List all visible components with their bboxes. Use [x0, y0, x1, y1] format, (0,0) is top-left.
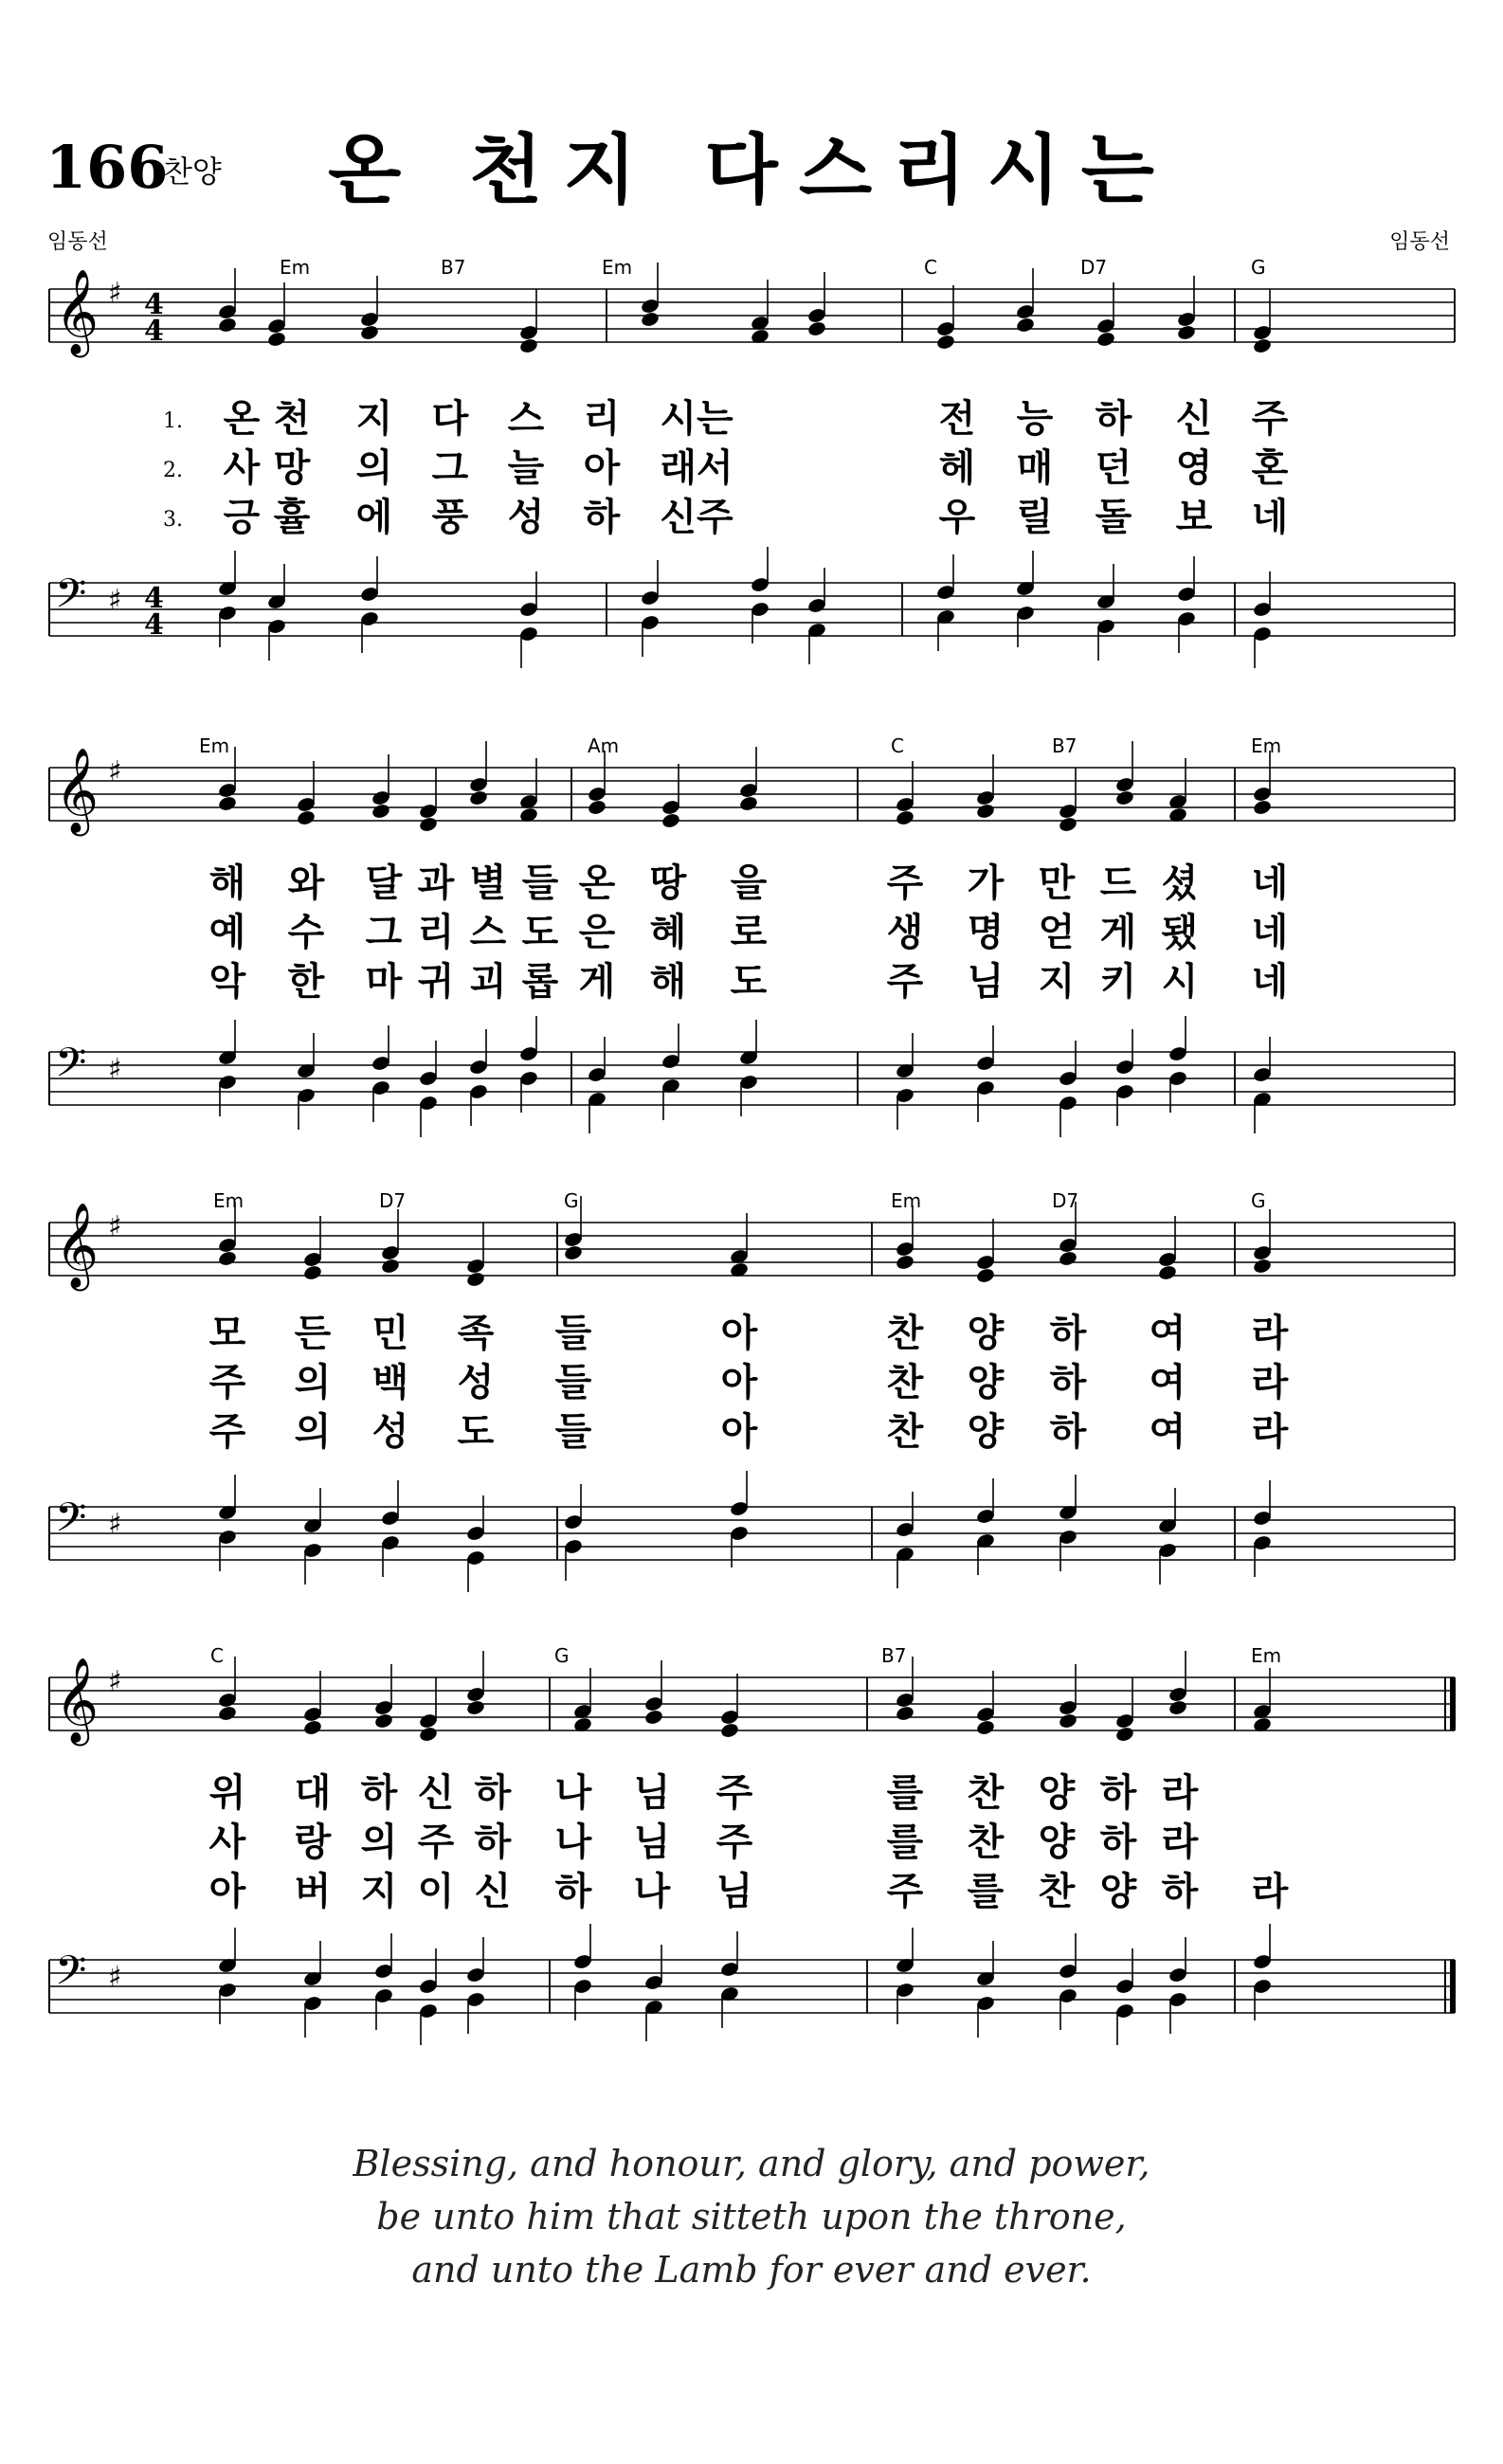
key-signature-sharp-icon: ♯	[108, 1210, 122, 1243]
lyric-syllable: 여	[1149, 1410, 1186, 1454]
lyric-syllable: 아	[583, 446, 621, 490]
lyric-syllable: 달	[365, 861, 403, 905]
note-head	[661, 812, 680, 829]
lyric-syllable: 라	[1161, 1771, 1199, 1815]
lyric-syllable: 주	[208, 1361, 246, 1404]
lyric-syllable: 이	[417, 1870, 455, 1913]
lyric-syllable: 시	[1161, 960, 1199, 1004]
lyric-syllable: 시는	[660, 397, 733, 441]
lyric-syllable: 스	[469, 911, 507, 954]
chord-symbol: C	[924, 256, 937, 279]
lyric-syllable: 괴	[469, 960, 507, 1004]
chord-symbol: Em	[199, 734, 230, 757]
lyric-syllable: 주	[1251, 397, 1289, 441]
chord-symbol: G	[554, 1644, 570, 1667]
scripture-verse	[0, 2137, 1503, 2296]
note-head	[1252, 1258, 1272, 1275]
scripture-line-2: be unto him that sitteth upon the throne,	[376, 2196, 1127, 2238]
lyric-syllable: 찬	[886, 1312, 924, 1355]
lyric-syllable: 주	[208, 1410, 246, 1454]
key-signature-sharp-icon: ♯	[108, 1508, 122, 1541]
note-head	[1058, 1250, 1077, 1267]
chord-symbol: G	[1251, 1189, 1266, 1212]
lyric-syllable: 신주	[660, 496, 733, 539]
note-head	[1157, 1264, 1177, 1281]
lyric-syllable: 로	[730, 911, 768, 954]
note-head	[975, 1719, 995, 1736]
lyric-syllable: 님	[633, 1821, 671, 1864]
composer-credit: 임동선	[1389, 230, 1450, 254]
lyric-syllable: 과	[417, 861, 455, 905]
lyric-syllable: 하	[360, 1771, 398, 1815]
lyric-syllable: 늘	[507, 446, 545, 490]
lyric-syllable: 신	[417, 1771, 455, 1815]
lyric-syllable: 능	[1016, 397, 1054, 441]
lyric-syllable: 땅	[649, 861, 687, 905]
lyric-syllable: 지	[355, 397, 393, 441]
lyric-syllable: 스	[507, 397, 545, 441]
chord-symbol: C	[210, 1644, 224, 1667]
lyric-syllable: 가	[967, 861, 1005, 905]
hymn-label: 찬양	[163, 154, 222, 190]
lyric-syllable: 아	[720, 1312, 758, 1355]
lyric-syllable: 을	[730, 861, 768, 905]
lyric-syllable: 라	[1251, 1361, 1289, 1404]
time-signature-bottom: 4	[144, 608, 164, 642]
lyric-syllable: 님	[633, 1771, 671, 1815]
lyric-syllable: 들	[554, 1312, 592, 1355]
chord-symbol: D7	[1080, 256, 1108, 279]
lyric-syllable: 만	[1038, 861, 1076, 905]
lyric-syllable: 천	[273, 397, 311, 441]
note-head	[1252, 337, 1272, 354]
lyric-syllable: 양	[967, 1410, 1005, 1454]
note-head	[806, 320, 826, 337]
note-head	[895, 1254, 914, 1271]
note-head	[1015, 317, 1035, 334]
chord-symbol: D7	[379, 1189, 407, 1212]
note-head	[217, 317, 237, 334]
lyric-syllable: 하	[1161, 1870, 1199, 1913]
lyric-syllable: 들	[554, 1410, 592, 1454]
lyric-syllable: 영	[1175, 446, 1213, 490]
note-head	[302, 1719, 322, 1736]
lyric-syllable: 롭	[521, 960, 559, 1004]
lyric-syllable: 돌	[1095, 496, 1132, 539]
chord-symbol: D7	[1052, 1189, 1079, 1212]
note-head	[217, 1250, 237, 1267]
treble-staff	[49, 1203, 1455, 1292]
lyric-syllable: 찬	[886, 1361, 924, 1404]
lyric-syllable: 하	[1049, 1312, 1087, 1355]
time-signature-top: 4	[144, 582, 164, 615]
note-head	[563, 1244, 583, 1261]
lyric-syllable: 예	[208, 911, 246, 954]
note-head	[1176, 324, 1196, 341]
lyric-syllable: 들	[521, 861, 559, 905]
lyric-syllable: 하	[1049, 1361, 1087, 1404]
lyric-syllable: 나	[554, 1821, 592, 1864]
note-head	[1252, 799, 1272, 816]
lyric-syllable: 다	[431, 397, 469, 441]
lyric-syllable: 하	[1099, 1821, 1137, 1864]
hymn-title: 온 천지 다스리시는	[328, 126, 1175, 214]
lyric-syllable: 우	[938, 496, 976, 539]
lyric-syllable: 주	[886, 1870, 924, 1913]
treble-staff	[49, 269, 1455, 358]
lyric-syllable: 주	[417, 1821, 455, 1864]
lyric-syllable: 드	[1099, 861, 1137, 905]
lyric-syllable: 리	[417, 911, 455, 954]
lyric-syllable: 명	[967, 911, 1005, 954]
lyric-syllable: 찬	[967, 1771, 1005, 1815]
note-head	[465, 1699, 485, 1716]
lyric-syllable: 도	[521, 911, 559, 954]
lyric-syllable: 한	[287, 960, 325, 1004]
lyric-syllable: 양	[1038, 1821, 1076, 1864]
lyric-syllable: 던	[1095, 446, 1132, 490]
note-head	[738, 795, 758, 812]
key-signature-sharp-icon: ♯	[108, 755, 122, 788]
lyric-syllable: 주	[715, 1821, 753, 1864]
lyric-syllable: 하	[474, 1821, 512, 1864]
lyric-syllable: 하	[1099, 1771, 1137, 1815]
lyric-syllable: 나	[633, 1870, 671, 1913]
lyric-syllable: 성	[457, 1361, 495, 1404]
lyric-syllable: 에	[355, 496, 393, 539]
lyric-syllable: 악	[208, 960, 246, 1004]
lyric-syllable: 양	[967, 1312, 1005, 1355]
lyric-syllable: 를	[886, 1821, 924, 1864]
note-head	[371, 803, 390, 820]
note-head	[1058, 1712, 1077, 1730]
treble-clef-icon: 𝄞	[55, 269, 100, 354]
lyric-syllable: 여	[1149, 1312, 1186, 1355]
lyric-syllable: 의	[360, 1821, 398, 1864]
note-head	[935, 334, 955, 351]
chord-symbol: Em	[1251, 734, 1282, 757]
bass-clef-icon: 𝄢	[55, 1495, 87, 1551]
lyric-syllable: 도	[457, 1410, 495, 1454]
lyric-syllable: 혼	[1251, 446, 1289, 490]
lyric-syllable: 헤	[938, 446, 976, 490]
note-head	[373, 1712, 393, 1730]
lyric-syllable: 사	[223, 446, 261, 490]
lyric-syllable: 님	[715, 1870, 753, 1913]
lyric-syllable: 하	[554, 1870, 592, 1913]
lyric-syllable: 든	[294, 1312, 332, 1355]
chord-symbol: Em	[280, 256, 311, 279]
system-2	[49, 734, 1455, 1137]
verse-number: 1.	[163, 409, 183, 433]
note-head	[895, 809, 914, 826]
treble-clef-icon: 𝄞	[55, 1658, 100, 1743]
lyric-syllable: 네	[1251, 960, 1289, 1004]
lyric-syllable: 랑	[294, 1821, 332, 1864]
time-signature-top: 4	[144, 288, 164, 321]
lyric-syllable: 마	[365, 960, 403, 1004]
bass-clef-icon: 𝄢	[55, 1040, 87, 1096]
chord-symbol: Am	[588, 734, 620, 757]
lyric-syllable: 찬	[967, 1821, 1005, 1864]
chord-symbol: C	[891, 734, 904, 757]
note-head	[380, 1258, 400, 1275]
lyric-syllable: 라	[1161, 1821, 1199, 1864]
chord-symbol: Em	[891, 1189, 922, 1212]
lyric-syllable: 백	[371, 1361, 409, 1404]
note-head	[296, 809, 316, 826]
lyric-syllable: 보	[1175, 496, 1213, 539]
lyric-syllable: 님	[967, 960, 1005, 1004]
lyric-syllable: 하	[583, 496, 621, 539]
bass-staff	[49, 1040, 1455, 1105]
chord-symbol: Em	[602, 256, 633, 279]
time-signature-bottom: 4	[144, 315, 164, 348]
lyric-syllable: 양	[1099, 1870, 1137, 1913]
note-head	[1114, 789, 1134, 806]
treble-clef-icon: 𝄞	[55, 1203, 100, 1288]
lyric-syllable: 셨	[1161, 861, 1199, 905]
lyric-syllable: 긍	[223, 496, 261, 539]
lyric-syllable: 를	[886, 1771, 924, 1815]
scripture-line-3: and unto the Lamb for ever and ever.	[411, 2249, 1092, 2291]
note-head	[640, 311, 660, 328]
treble-staff	[49, 1658, 1456, 1747]
verse-number: 3.	[163, 508, 183, 532]
lyric-syllable: 혜	[649, 911, 687, 954]
lyric-syllable: 신	[474, 1870, 512, 1913]
bass-clef-icon: 𝄢	[55, 1948, 87, 2004]
lyric-syllable: 매	[1016, 446, 1054, 490]
system-1	[49, 256, 1455, 668]
note-head	[266, 331, 286, 348]
bass-clef-icon: 𝄢	[55, 571, 87, 627]
chord-symbol: B7	[441, 256, 466, 279]
note-head	[217, 795, 237, 812]
lyric-syllable: 게	[1099, 911, 1137, 954]
key-signature-sharp-icon: ♯	[108, 1053, 122, 1086]
lyric-syllable: 여	[1149, 1361, 1186, 1404]
lyric-syllable: 해	[649, 960, 687, 1004]
lyric-syllable: 라	[1251, 1410, 1289, 1454]
verse-number: 2.	[163, 459, 183, 482]
lyric-syllable: 하	[474, 1771, 512, 1815]
note-head	[302, 1264, 322, 1281]
bass-staff	[49, 1948, 1456, 2013]
key-signature-sharp-icon: ♯	[108, 1961, 122, 1994]
lyric-syllable: 민	[371, 1312, 409, 1355]
lyricist-credit: 임동선	[47, 230, 108, 254]
lyric-syllable: 네	[1251, 911, 1289, 954]
note-head	[418, 816, 438, 833]
lyric-syllable: 나	[554, 1771, 592, 1815]
final-barline-thick	[1450, 1960, 1456, 2013]
lyric-syllable: 전	[938, 397, 976, 441]
chord-symbol: G	[564, 1189, 579, 1212]
note-head	[975, 803, 995, 820]
lyric-syllable: 위	[208, 1771, 246, 1815]
lyric-syllable: 래서	[660, 446, 733, 490]
lyric-syllable: 주	[715, 1771, 753, 1815]
lyric-syllable: 의	[294, 1410, 332, 1454]
lyric-syllable: 라	[1251, 1870, 1289, 1913]
key-signature-sharp-icon: ♯	[108, 277, 122, 310]
lyric-syllable: 그	[431, 446, 469, 490]
lyric-syllable: 찬	[886, 1410, 924, 1454]
lyric-syllable: 하	[1095, 397, 1132, 441]
lyric-syllable: 네	[1251, 861, 1289, 905]
lyric-syllable: 들	[554, 1361, 592, 1404]
chord-symbol: B7	[881, 1644, 907, 1667]
lyric-syllable: 라	[1251, 1312, 1289, 1355]
lyric-syllable: 성	[507, 496, 545, 539]
lyric-syllable: 사	[208, 1821, 246, 1864]
note-head	[1168, 1699, 1187, 1716]
lyric-syllable: 주	[886, 861, 924, 905]
lyric-syllable: 신	[1175, 397, 1213, 441]
lyric-syllable: 휼	[273, 496, 311, 539]
lyric-syllable: 별	[469, 861, 507, 905]
lyric-syllable: 풍	[431, 496, 469, 539]
hymn-number: 166	[45, 133, 169, 202]
lyric-syllable: 릴	[1016, 496, 1054, 539]
lyric-syllable: 아	[720, 1410, 758, 1454]
lyric-syllable: 그	[365, 911, 403, 954]
lyric-syllable: 망	[273, 446, 311, 490]
lyric-syllable: 의	[355, 446, 393, 490]
note-head	[418, 1726, 438, 1743]
lyric-syllable: 모	[208, 1312, 246, 1355]
note-head	[468, 789, 488, 806]
lyric-syllable: 생	[886, 911, 924, 954]
lyric-syllable: 키	[1099, 960, 1137, 1004]
lyric-syllable: 대	[294, 1771, 332, 1815]
bass-staff	[49, 1495, 1455, 1560]
note-head	[1114, 1726, 1134, 1743]
chord-symbol: G	[1251, 256, 1266, 279]
key-signature-sharp-icon: ♯	[108, 584, 122, 617]
lyric-syllable: 하	[1049, 1410, 1087, 1454]
scripture-line-1: Blessing, and honour, and glory, and power,	[353, 2143, 1150, 2184]
note-head	[1058, 816, 1077, 833]
lyric-syllable: 족	[457, 1312, 495, 1355]
final-barline-thick	[1450, 1677, 1456, 1730]
note-head	[975, 1267, 995, 1284]
lyric-syllable: 해	[208, 861, 246, 905]
lyric-syllable: 네	[1251, 496, 1289, 539]
treble-clef-icon: 𝄞	[55, 748, 100, 833]
lyric-syllable: 성	[371, 1410, 409, 1454]
lyric-syllable: 지	[360, 1870, 398, 1913]
note-head	[895, 1705, 914, 1722]
lyric-syllable: 양	[1038, 1771, 1076, 1815]
lyric-syllable: 도	[730, 960, 768, 1004]
note-head	[359, 324, 379, 341]
lyric-syllable: 지	[1038, 960, 1076, 1004]
lyric-syllable: 아	[208, 1870, 246, 1913]
lyric-syllable: 온	[223, 397, 261, 441]
key-signature-sharp-icon: ♯	[108, 1665, 122, 1698]
note-head	[518, 337, 538, 354]
lyric-syllable: 아	[720, 1361, 758, 1404]
chord-symbol: Em	[1251, 1644, 1282, 1667]
note-head	[719, 1722, 739, 1739]
lyric-syllable: 의	[294, 1361, 332, 1404]
lyric-syllable: 주	[886, 960, 924, 1004]
lyric-syllable: 게	[578, 960, 616, 1004]
lyric-syllable: 리	[583, 397, 621, 441]
note-head	[587, 799, 607, 816]
note-head	[643, 1709, 663, 1726]
lyric-syllable: 찬	[1038, 1870, 1076, 1913]
chord-symbol: Em	[213, 1189, 244, 1212]
note-head	[217, 1705, 237, 1722]
note-head	[1096, 331, 1115, 348]
lyric-syllable: 얻	[1038, 911, 1076, 954]
lyric-syllable: 버	[294, 1870, 332, 1913]
lyric-syllable: 수	[287, 911, 325, 954]
lyric-syllable: 귀	[417, 960, 455, 1004]
lyric-syllable: 와	[287, 861, 325, 905]
note-head	[465, 1271, 485, 1288]
lyric-syllable: 됐	[1161, 911, 1199, 954]
chord-symbol: B7	[1052, 734, 1077, 757]
system-3	[49, 1189, 1455, 1592]
system-4	[49, 1644, 1456, 2045]
lyric-syllable: 은	[578, 911, 616, 954]
lyric-syllable: 온	[578, 861, 616, 905]
lyric-syllable: 를	[967, 1870, 1005, 1913]
lyric-syllable: 양	[967, 1361, 1005, 1404]
